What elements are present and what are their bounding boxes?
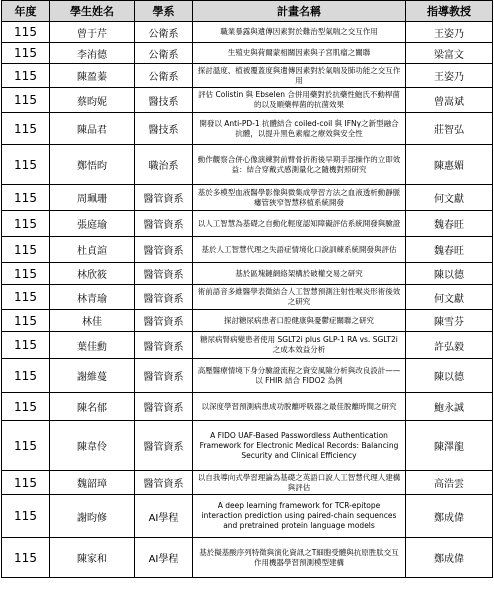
advisor-cell: 曾嵩斌 (406, 88, 493, 113)
project-title-cell: 基於人工智慧代理之失語症情境化口說訓練系統開發與評估 (193, 237, 406, 263)
year-cell: 115 (2, 237, 50, 263)
project-title-cell: A FIDO UAF-Based Passwordless Authentication Framework for Electronic Medical Records: Balancing Security and Clinical Efficiency (193, 421, 406, 471)
project-title-cell: 高壓醫療情境下身分驗證流程之資安風險分析與改良設計——以 FHIR 結合 FIDO2 為例 (193, 359, 406, 393)
year-cell: 115 (2, 43, 50, 64)
department-cell: 醫管資系 (135, 285, 193, 310)
project-title-cell: 生殖史與荷爾蒙相關因素與子宮肌瘤之關聯 (193, 43, 406, 64)
advisor-cell: 許弘毅 (406, 332, 493, 359)
advisor-cell: 梁富文 (406, 43, 493, 64)
table-row (2, 285, 493, 310)
year-cell: 115 (2, 332, 50, 359)
project-title-cell: 以自我導向式學習理論為基礎之英語口說人工智慧代理人建構與評估 (193, 471, 406, 495)
header-project: 計畫名稱 (193, 1, 406, 22)
year-cell: 115 (2, 211, 50, 237)
student-name-cell: 陳名郁 (50, 393, 135, 421)
student-name-cell: 曾于芹 (50, 22, 135, 43)
year-cell: 115 (2, 113, 50, 145)
department-cell: AI學程 (135, 538, 193, 578)
student-name-cell: 謝維蔓 (50, 359, 135, 393)
student-name-cell: 林欣筱 (50, 263, 135, 285)
table-row (2, 310, 493, 332)
department-cell: 醫管資系 (135, 211, 193, 237)
student-name-cell: 杜貞諠 (50, 237, 135, 263)
advisor-cell: 陳以德 (406, 359, 493, 393)
department-cell: 醫管資系 (135, 237, 193, 263)
department-cell: 公衛系 (135, 22, 193, 43)
advisor-cell: 莊智弘 (406, 113, 493, 145)
year-cell: 115 (2, 359, 50, 393)
header-student: 學生姓名 (50, 1, 135, 22)
table-row (2, 263, 493, 285)
project-title-cell: 職業暴露與遺傳因素對於難治型氣喘之交互作用 (193, 22, 406, 43)
student-name-cell: 魏韶璋 (50, 471, 135, 495)
table-row (2, 145, 493, 185)
department-cell: 公衛系 (135, 43, 193, 64)
table-row (2, 421, 493, 471)
department-cell: AI學程 (135, 495, 193, 538)
department-cell: 醫技系 (135, 88, 193, 113)
table-row (2, 393, 493, 421)
table-row (2, 332, 493, 359)
project-title-cell: 基於擬基酸序列特徵與演化資訊之T細胞受體與抗原胜肽交互作用機器學習預測模型建構 (193, 538, 406, 578)
year-cell: 115 (2, 88, 50, 113)
advisor-cell: 何文獻 (406, 285, 493, 310)
department-cell: 醫管資系 (135, 332, 193, 359)
student-name-cell: 陳盈蓁 (50, 64, 135, 88)
student-name-cell: 林青瑜 (50, 285, 135, 310)
student-name-cell: 林佳 (50, 310, 135, 332)
year-cell: 115 (2, 471, 50, 495)
project-title-cell: 評估 Colistin 與 Ebselen 合併用藥對於抗藥性鮑氏不動桿菌的以及順藥桿菌的抗菌效果 (193, 88, 406, 113)
advisor-cell: 王姿乃 (406, 22, 493, 43)
advisor-cell: 陳惠媚 (406, 145, 493, 185)
table-row (2, 359, 493, 393)
advisor-cell: 陳雪芬 (406, 310, 493, 332)
advisor-cell: 高浩雲 (406, 471, 493, 495)
student-name-cell: 謝昀修 (50, 495, 135, 538)
year-cell: 115 (2, 185, 50, 211)
advisor-cell: 鄭成偉 (406, 538, 493, 578)
department-cell: 醫技系 (135, 113, 193, 145)
student-name-cell: 張庭瑜 (50, 211, 135, 237)
year-cell: 115 (2, 285, 50, 310)
year-cell: 115 (2, 310, 50, 332)
year-cell: 115 (2, 263, 50, 285)
header-advisor: 指導教授 (406, 1, 493, 22)
student-name-cell: 陳韋伶 (50, 421, 135, 471)
department-cell: 醫管資系 (135, 471, 193, 495)
project-title-cell: 術前語音多維醫學表徵結合人工智慧預測注射性喉炎形術後效之研究 (193, 285, 406, 310)
department-cell: 醫管資系 (135, 359, 193, 393)
student-name-cell: 陳家和 (50, 538, 135, 578)
advisor-cell: 陳以德 (406, 263, 493, 285)
department-cell: 職治系 (135, 145, 193, 185)
department-cell: 公衛系 (135, 64, 193, 88)
table-row (2, 495, 493, 538)
department-cell: 醫管資系 (135, 310, 193, 332)
department-cell: 醫管資系 (135, 263, 193, 285)
year-cell: 115 (2, 64, 50, 88)
year-cell: 115 (2, 495, 50, 538)
year-cell: 115 (2, 145, 50, 185)
advisor-cell: 鄭成偉 (406, 495, 493, 538)
advisor-cell: 王姿乃 (406, 64, 493, 88)
table-row (2, 185, 493, 211)
advisor-cell: 何文獻 (406, 185, 493, 211)
table-row (2, 113, 493, 145)
student-name-cell: 李洧德 (50, 43, 135, 64)
advisor-cell: 陳澤龍 (406, 421, 493, 471)
table-row (2, 43, 493, 64)
project-title-cell: 動作觀察合併心像演練對前臂骨折術後早期手部操作的立即效益：結合穿戴式感測量化之隨機對照研究 (193, 145, 406, 185)
project-title-cell: 開發以 Anti-PD-1 抗體結合 coiled-coil 與 IFNγ之新型融合抗體，以提升黑色素瘤之療效與安全性 (193, 113, 406, 145)
project-title-cell: 探討糖尿病患者口腔健康與憂鬱症關聯之研究 (193, 310, 406, 332)
advisor-cell: 魏春旺 (406, 237, 493, 263)
project-title-cell: 以人工智慧為基礎之自動化輕度認知障礙評估系統開發與驗證 (193, 211, 406, 237)
project-title-cell: A deep learning framework for TCR-epitope interaction prediction using paired-chain sequences and pretrained protein language models (193, 495, 406, 538)
project-title-cell: 糖尿病腎病變患者使用 SGLT2i plus GLP-1 RA vs. SGLT2i 之成本效益分析 (193, 332, 406, 359)
table-row (2, 22, 493, 43)
table-row (2, 88, 493, 113)
project-title-cell: 探討溫度、植被覆蓋度與遺傳因素對於氣喘及肺功能之交互作用 (193, 64, 406, 88)
department-cell: 醫管資系 (135, 185, 193, 211)
header-row (2, 1, 493, 22)
table-row (2, 237, 493, 263)
advisor-cell: 鮑永誠 (406, 393, 493, 421)
year-cell: 115 (2, 538, 50, 578)
table-row (2, 64, 493, 88)
department-cell: 醫管資系 (135, 421, 193, 471)
student-name-cell: 鄭悟昀 (50, 145, 135, 185)
student-name-cell: 周珮珊 (50, 185, 135, 211)
table-body (2, 22, 493, 578)
advisor-cell: 魏春旺 (406, 211, 493, 237)
project-title-cell: 基於多模型血液醫學影像與微集成學習方法之血液透析動靜脈瘻管狹窄智慧移植系統開發 (193, 185, 406, 211)
year-cell: 115 (2, 22, 50, 43)
year-cell: 115 (2, 421, 50, 471)
table-row (2, 471, 493, 495)
table-row (2, 538, 493, 578)
header-year: 年度 (2, 1, 50, 22)
student-name-cell: 葉佳勳 (50, 332, 135, 359)
project-title-cell: 基於區塊鏈網絡架構於破權交易之研究 (193, 263, 406, 285)
project-title-cell: 以深度學習預測病患成功脫離呼吸器之最佳脫離時間之研究 (193, 393, 406, 421)
header-dept: 學系 (135, 1, 193, 22)
year-cell: 115 (2, 393, 50, 421)
department-cell: 醫管資系 (135, 393, 193, 421)
table-row (2, 211, 493, 237)
student-name-cell: 陳品君 (50, 113, 135, 145)
student-name-cell: 蔡昀妮 (50, 88, 135, 113)
project-table (1, 0, 493, 578)
